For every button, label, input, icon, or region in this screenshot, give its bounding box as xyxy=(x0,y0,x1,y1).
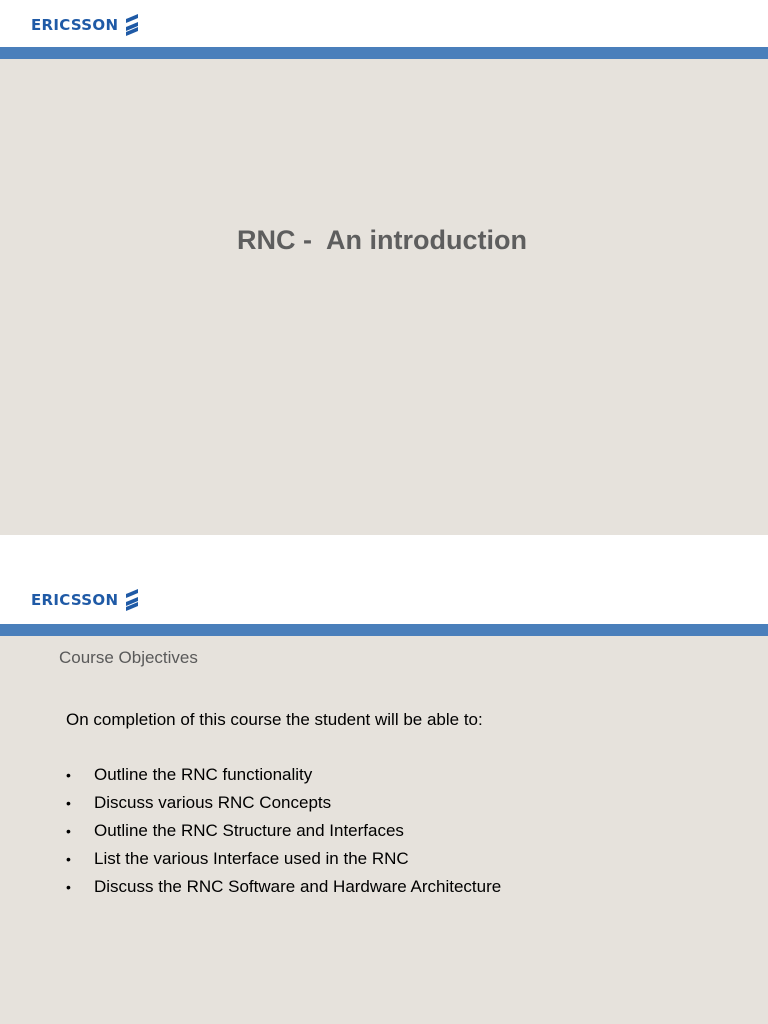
objective-text: Discuss the RNC Software and Hardware Architecture xyxy=(94,877,502,896)
ericsson-logo-icon xyxy=(124,13,140,37)
ericsson-logo xyxy=(31,588,140,612)
objective-text: List the various Interface used in the RNC xyxy=(94,849,409,868)
header-divider-bar xyxy=(0,624,768,636)
slide-body xyxy=(0,59,768,535)
bullet-icon: • xyxy=(66,767,71,783)
bullet-icon: • xyxy=(66,795,71,811)
bullet-icon: • xyxy=(66,823,71,839)
objectives-list xyxy=(66,761,501,901)
list-item xyxy=(66,789,501,817)
header-divider-bar xyxy=(0,47,768,59)
slide-header xyxy=(0,546,768,624)
ericsson-logo-icon xyxy=(124,588,140,612)
intro-text: On completion of this course the student will be able to: xyxy=(66,710,483,729)
objectives-slide xyxy=(0,546,768,1024)
objective-text: Outline the RNC functionality xyxy=(94,765,313,784)
logo-wordmark: ERICSSON xyxy=(31,591,119,609)
list-item xyxy=(66,845,501,873)
list-item xyxy=(66,873,501,901)
objective-text: Outline the RNC Structure and Interfaces xyxy=(94,821,404,840)
list-item xyxy=(66,817,501,845)
bullet-icon: • xyxy=(66,879,71,895)
slide-header xyxy=(0,0,768,47)
logo-wordmark: ERICSSON xyxy=(31,16,119,34)
section-heading: Course Objectives xyxy=(59,648,198,667)
objective-text: Discuss various RNC Concepts xyxy=(94,793,332,812)
ericsson-logo xyxy=(31,13,140,37)
bullet-icon: • xyxy=(66,851,71,867)
slide-body xyxy=(0,636,768,1024)
list-item xyxy=(66,761,501,789)
slide-title: RNC - An introduction xyxy=(237,225,527,255)
